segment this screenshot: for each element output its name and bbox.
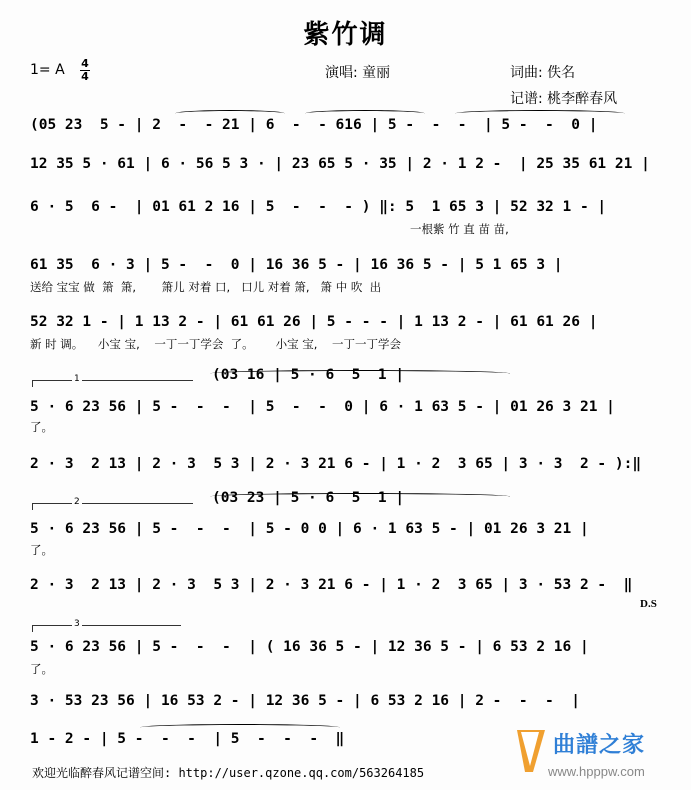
volta-number-2: 2 [74,497,80,507]
score-row-8: 5 · 6 23 56 | 5 - - - | 5 - 0 0 | 6 · 1 63 5 - | 01 26 3 21 | [30,521,589,537]
slur [455,110,625,117]
slur [210,493,510,500]
site-logo-text: 曲譜之家 [553,732,646,757]
singer-credit: 演唱: 童丽 [325,65,391,81]
volta-number-1: 1 [74,374,80,384]
transcriber-credit: 记谱: 桃李醉春风 [510,91,618,107]
score-row-12: 1 - 2 - | 5 - - - | 5 - - - ‖ [30,731,345,747]
slur [210,370,510,377]
lyrics-line-3: 新 时 调。 小宝 宝, 一丁一丁学会 了。 小宝 宝, 一丁一丁学会 [30,337,402,351]
score-row-4: 61 35 6 · 3 | 5 - - 0 | 16 36 5 - | 16 36 5 - | 5 1 65 3 | [30,257,563,273]
slur [140,724,340,731]
score-row-7: 2 · 3 2 13 | 2 · 3 5 3 | 2 · 3 21 6 - | 1 · 2 3 65 | 3 · 3 2 - ):‖ [30,456,642,472]
slur [305,110,425,117]
time-signature [79,58,91,83]
volta-number-3: 3 [74,619,80,629]
volta-bracket-1 [32,380,193,387]
lyrics-line-1: 一根紫 竹 直 苗 苗, [410,222,509,236]
score-row-1: (05 23 5 - | 2 - - 21 | 6 - - 616 | 5 - - - | 5 - - 0 | [30,117,598,133]
volta-row-2: (03 23 | 5 · 6 5 1 | [212,490,405,506]
score-row-9: 2 · 3 2 13 | 2 · 3 5 3 | 2 · 3 21 6 - | 1 · 2 3 65 | 3 · 53 2 - ‖ [30,577,633,593]
volta-bracket-3 [32,625,181,632]
lyrics-line-2: 送给 宝宝 做 箫 箫, 箫儿 对着 口, 口儿 对着 箫, 箫 中 吹 出 [30,280,382,294]
score-row-5: 52 32 1 - | 1 13 2 - | 61 61 26 | 5 - - - | 1 13 2 - | 61 61 26 | [30,314,598,330]
song-title: 紫竹调 [303,20,388,50]
site-logo-url[interactable]: www.hpppw.com [548,764,645,779]
ds-mark: D.S [640,598,657,610]
key-signature: 1= A [30,62,65,78]
lyrics-line-4: 了。 [30,420,53,434]
slur [175,110,285,117]
lyrics-line-6: 了。 [30,662,53,676]
volta-row-1: (03 16 | 5 · 6 5 1 | [212,367,405,383]
time-signature-bottom: 4 [81,70,89,83]
lyrics-line-5: 了。 [30,543,53,557]
score-row-3: 6 · 5 6 - | 01 61 2 16 | 5 - - - ) ‖: 5 1 65 3 | 52 32 1 - | [30,199,607,215]
volta-bracket-2 [32,503,193,510]
score-row-11: 3 · 53 23 56 | 16 53 2 - | 12 36 5 - | 6 53 2 16 | 2 - - - | [30,693,580,709]
composer-credit: 词曲: 佚名 [510,65,576,81]
score-row-2: 12 35 5 · 61 | 6 · 56 5 3 · | 23 65 5 · 35 | 2 · 1 2 - | 25 35 61 21 | [30,156,650,172]
score-row-10: 5 · 6 23 56 | 5 - - - | ( 16 36 5 - | 12 36 5 - | 6 53 2 16 | [30,639,589,655]
footer-link[interactable]: 欢迎光临醉春风记谱空间: http://user.qzone.qq.com/563264185 [32,766,425,780]
time-signature-top: 4 [81,57,89,70]
score-row-6: 5 · 6 23 56 | 5 - - - | 5 - - 0 | 6 · 1 63 5 - | 01 26 3 21 | [30,399,615,415]
